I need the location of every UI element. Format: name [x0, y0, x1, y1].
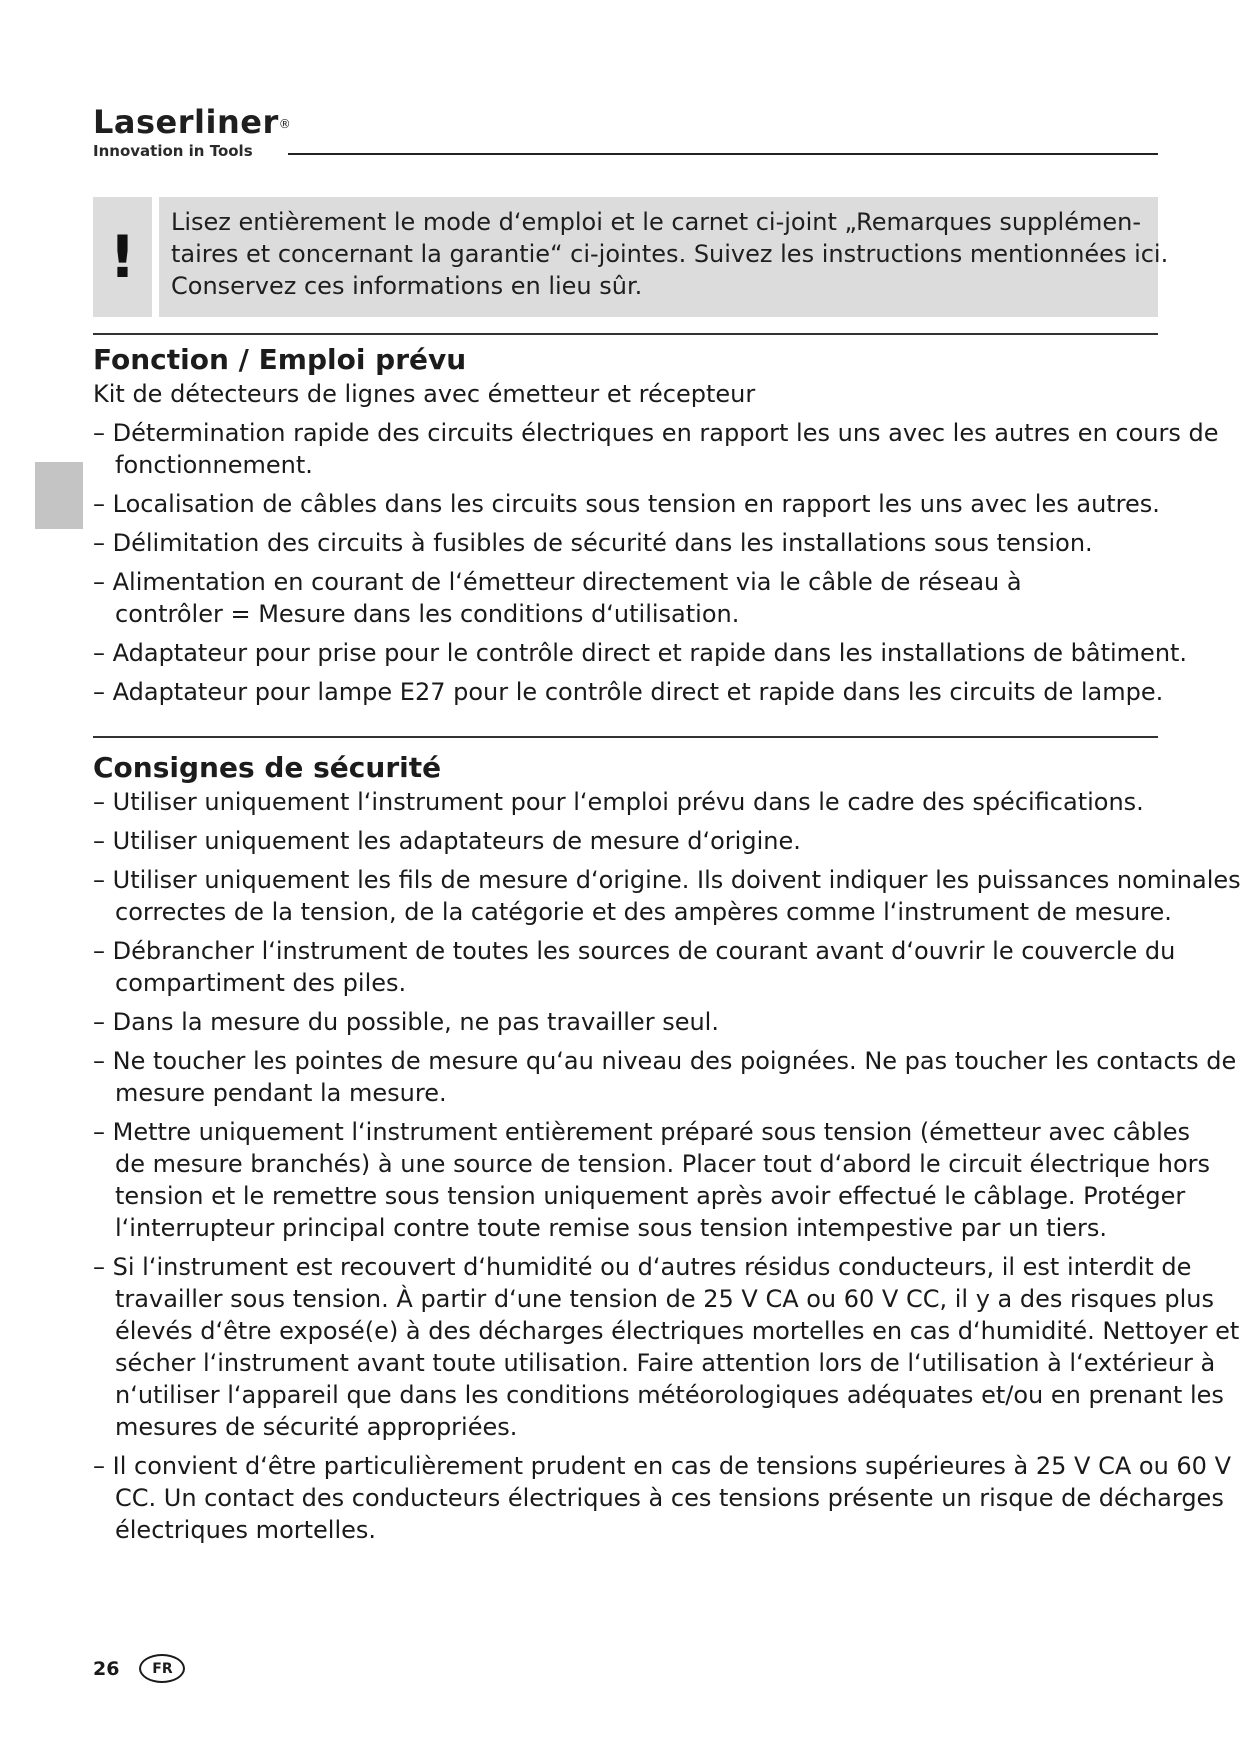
list-item: [93, 1045, 1237, 1109]
list-item-line: correctes de la tension, de la catégorie et des ampères comme l‘instrument de mesure.: [115, 898, 1172, 926]
list-item: [93, 566, 1173, 630]
list-item: [93, 1006, 1173, 1038]
list-item-line: – Dans la mesure du possible, ne pas travailler seul.: [93, 1008, 719, 1036]
function-section-intro: Kit de détecteurs de lignes avec émetteur et récepteur: [93, 380, 756, 408]
list-item-line: mesures de sécurité appropriées.: [115, 1413, 518, 1441]
list-item: [93, 786, 1173, 818]
page-number: 26: [93, 1657, 120, 1680]
list-item-line: – Utiliser uniquement les fils de mesure d‘origine. Ils doivent indiquer les puissances nominales: [93, 866, 1241, 894]
section-divider: [93, 736, 1158, 738]
list-item: [93, 864, 1241, 928]
safety-section-title: Consignes de sécurité: [93, 751, 442, 784]
list-item-line: – Adaptateur pour prise pour le contrôle direct et rapide dans les installations de bâtiment.: [93, 639, 1188, 667]
list-item-line: fonctionnement.: [115, 451, 313, 479]
language-badge: FR: [139, 1654, 185, 1683]
list-item: [93, 935, 1176, 999]
list-item-line: élevés d‘être exposé(e) à des décharges électriques mortelles en cas d‘humidité. Nettoyer et: [115, 1317, 1240, 1345]
safety-section: [93, 750, 1241, 1553]
brand-name: Laserliner®: [93, 103, 292, 141]
list-item-line: mesure pendant la mesure.: [115, 1079, 447, 1107]
list-item: [93, 1116, 1210, 1244]
registered-mark: ®: [278, 117, 292, 131]
notice-line: Conservez ces informations en lieu sûr.: [171, 272, 643, 300]
list-item-line: travailler sous tension. À partir d‘une tension de 25 V CA ou 60 V CC, il y a des risques plus: [115, 1285, 1215, 1313]
notice-box: [159, 197, 1169, 317]
list-item-line: contrôler = Mesure dans les conditions d‘utilisation.: [115, 600, 740, 628]
notice-line: taires et concernant la garantie“ ci-jointes. Suivez les instructions mentionnées ici.: [171, 240, 1169, 268]
function-list: [93, 417, 1219, 708]
list-item-line: – Mettre uniquement l‘instrument entièrement préparé sous tension (émetteur avec câbles: [93, 1118, 1191, 1146]
list-item: [93, 676, 1173, 708]
list-item: [93, 1251, 1240, 1443]
function-section: [93, 342, 1219, 715]
list-item-line: tension et le remettre sous tension uniquement après avoir effectué le câblage. Protéger: [115, 1182, 1186, 1210]
list-item: [93, 1450, 1231, 1546]
list-item-line: électriques mortelles.: [115, 1516, 377, 1544]
page-footer: [93, 1654, 185, 1683]
brand-logo: [93, 104, 291, 160]
list-item-line: – Utiliser uniquement les adaptateurs de mesure d‘origine.: [93, 827, 801, 855]
list-item-line: – Adaptateur pour lampe E27 pour le contrôle direct et rapide dans les circuits de lampe.: [93, 678, 1164, 706]
section-tab-marker: [35, 462, 83, 529]
list-item-line: l‘interrupteur principal contre toute remise sous tension intempestive par un tiers.: [115, 1214, 1108, 1242]
list-item: [93, 825, 1173, 857]
list-item: [93, 527, 1173, 559]
list-item-line: – Détermination rapide des circuits électriques en rapport les uns avec les autres en cours de: [93, 419, 1219, 447]
list-item: [93, 417, 1219, 481]
header-divider: [288, 153, 1158, 155]
list-item-line: – Utiliser uniquement l‘instrument pour l‘emploi prévu dans le cadre des spécifications.: [93, 788, 1144, 816]
function-section-title: Fonction / Emploi prévu: [93, 343, 467, 376]
list-item-line: – Délimitation des circuits à fusibles de sécurité dans les installations sous tension.: [93, 529, 1093, 557]
exclamation-icon: !: [93, 197, 152, 317]
list-item-line: – Débrancher l‘instrument de toutes les sources de courant avant d‘ouvrir le couvercle du: [93, 937, 1176, 965]
list-item-line: de mesure branchés) à une source de tension. Placer tout d‘abord le circuit électrique hors: [115, 1150, 1210, 1178]
notice-line: Lisez entièrement le mode d‘emploi et le carnet ci-joint „Remarques supplémen-: [171, 208, 1141, 236]
list-item-line: CC. Un contact des conducteurs électriques à ces tensions présente un risque de décharges: [115, 1484, 1224, 1512]
list-item: [93, 488, 1173, 520]
list-item-line: – Ne toucher les pointes de mesure qu‘au niveau des poignées. Ne pas toucher les contacts de: [93, 1047, 1237, 1075]
list-item-line: compartiment des piles.: [115, 969, 407, 997]
list-item-line: – Localisation de câbles dans les circuits sous tension en rapport les uns avec les autres.: [93, 490, 1160, 518]
section-divider: [93, 333, 1158, 335]
list-item-line: – Alimentation en courant de l‘émetteur directement via le câble de réseau à: [93, 568, 1022, 596]
list-item: [93, 637, 1188, 669]
safety-list: [93, 786, 1241, 1546]
list-item-line: sécher l‘instrument avant toute utilisation. Faire attention lors de l‘utilisation à l‘extérieur à: [115, 1349, 1216, 1377]
list-item-line: n‘utiliser l‘appareil que dans les conditions météorologiques adéquates et/ou en prenant les: [115, 1381, 1224, 1409]
brand-tagline: Innovation in Tools: [93, 142, 253, 160]
list-item-line: – Il convient d‘être particulièrement prudent en cas de tensions supérieures à 25 V CA ou 60 V: [93, 1452, 1231, 1480]
list-item-line: – Si l‘instrument est recouvert d‘humidité ou d‘autres résidus conducteurs, il est interdit de: [93, 1253, 1192, 1281]
